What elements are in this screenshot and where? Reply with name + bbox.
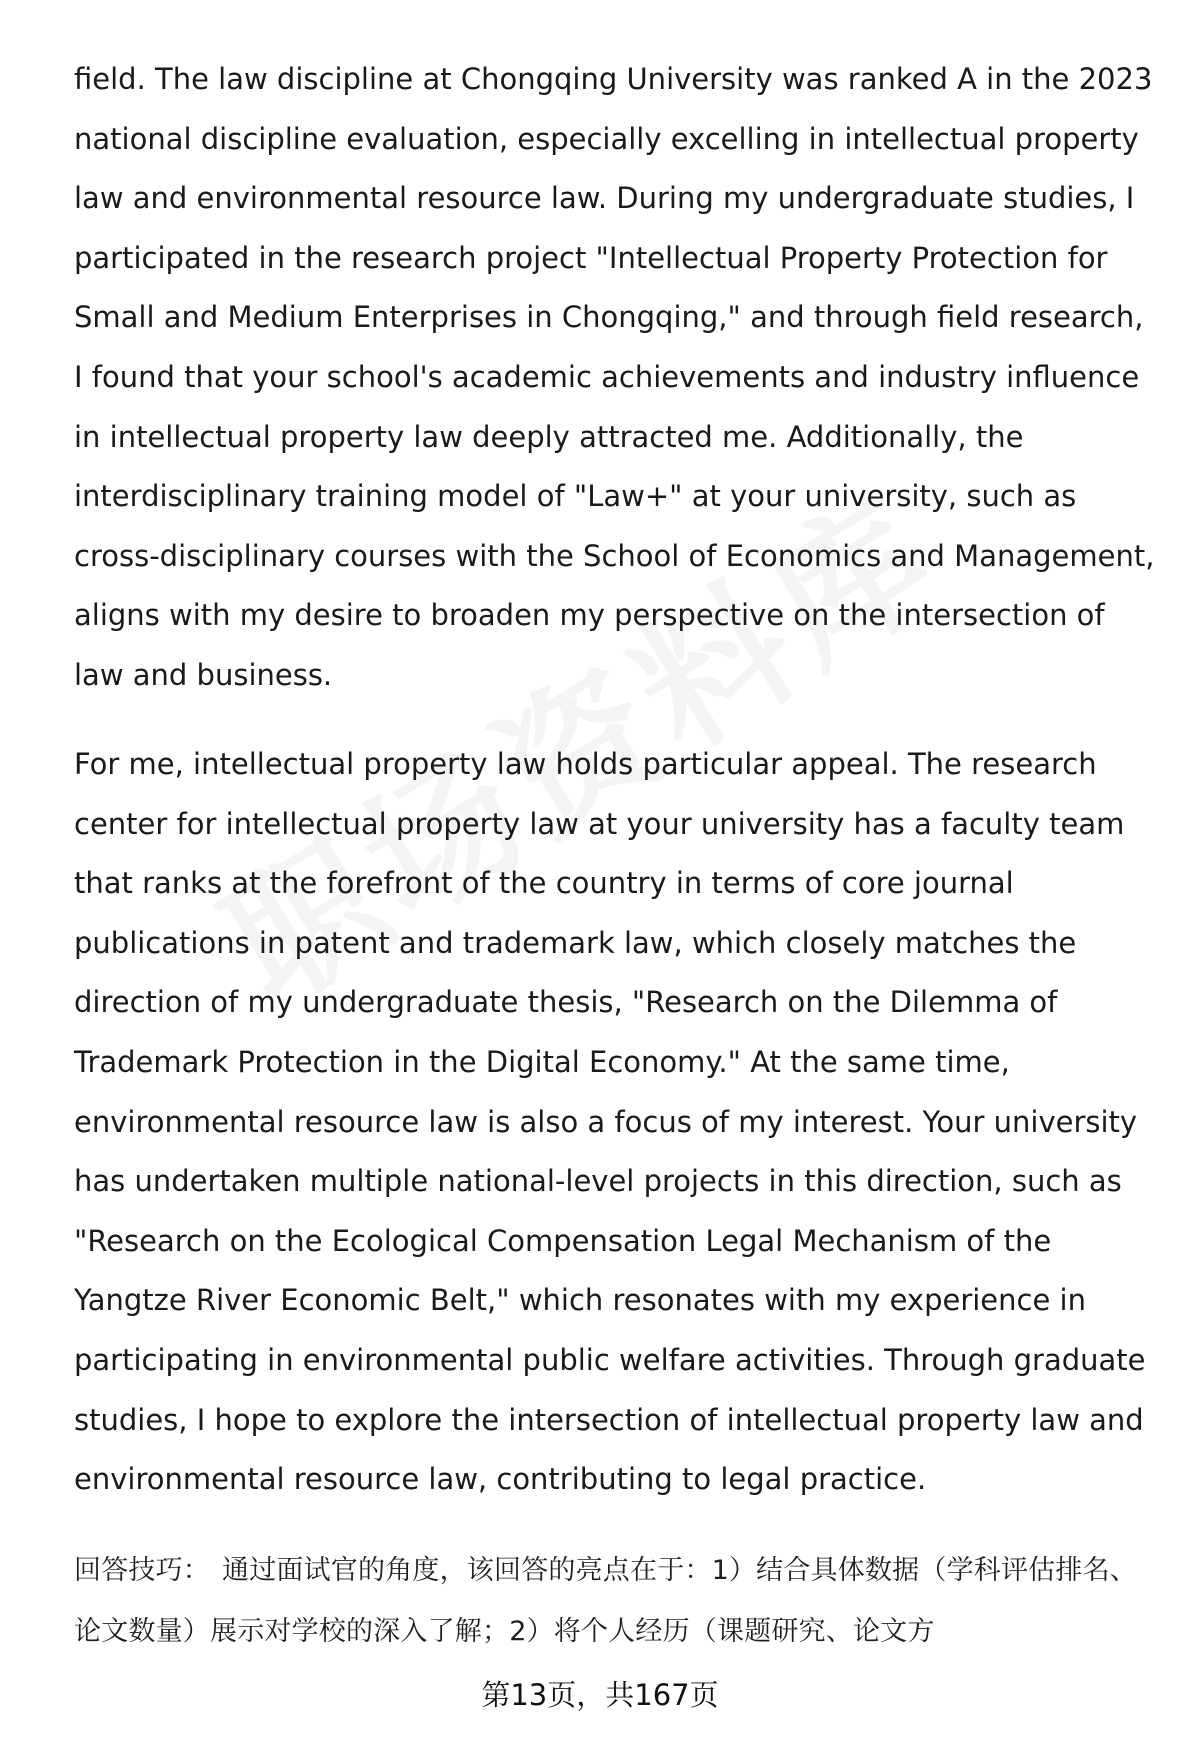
body-paragraph-1: field. The law discipline at Chongqing University was ranked A in the 2023 national discipline evaluation, especially excelling in intellectual property law and environmental resource law. During my undergraduate studies, I participated in the research project "Intellectual Property Protection for Small and Medium Enterprises in Chongqing," and through field research, I found that your school's academic achievements and industry influence in intellectual property law deeply attracted me. Additionally, the interdisciplinary training model of "Law+" at your university, such as cross-disciplinary courses with the School of Economics and Management, aligns with my desire to broaden my perspective on the intersection of law and business. — [74, 62, 1155, 692]
page-indicator: 第13页，共167页 — [481, 1678, 719, 1712]
body-paragraph-2: For me, intellectual property law holds particular appeal. The research center for intellectual property law at your university has a faculty team that ranks at the forefront of the country in terms of core journal publications in patent and trademark law, which closely matches the direction of my undergraduate thesis, "Research on the Dilemma of Trademark Protection in the Digital Economy." At the same time, environmental resource law is also a focus of my interest. Your university has undertaken multiple national-level projects in this direction, such as "Research on the Ecological Compensation Legal Mechanism of the Yangtze River Economic Belt," which resonates with my experience in participating in environmental public welfare activities. Through graduate studies, I hope to explore the intersection of intellectual property law and environmental resource law, contributing to legal practice. — [74, 747, 1146, 1497]
answer-tip-paragraph — [74, 1540, 1160, 1662]
answer-tip-label: 回答技巧： — [74, 1555, 210, 1586]
answer-tip-text: 通过面试官的角度，该回答的亮点在于：1）结合具体数据（学科评估排名、论文数量）展示对学校的深入了解；2）将个人经历（课题研究、论文方 — [74, 1555, 1137, 1647]
